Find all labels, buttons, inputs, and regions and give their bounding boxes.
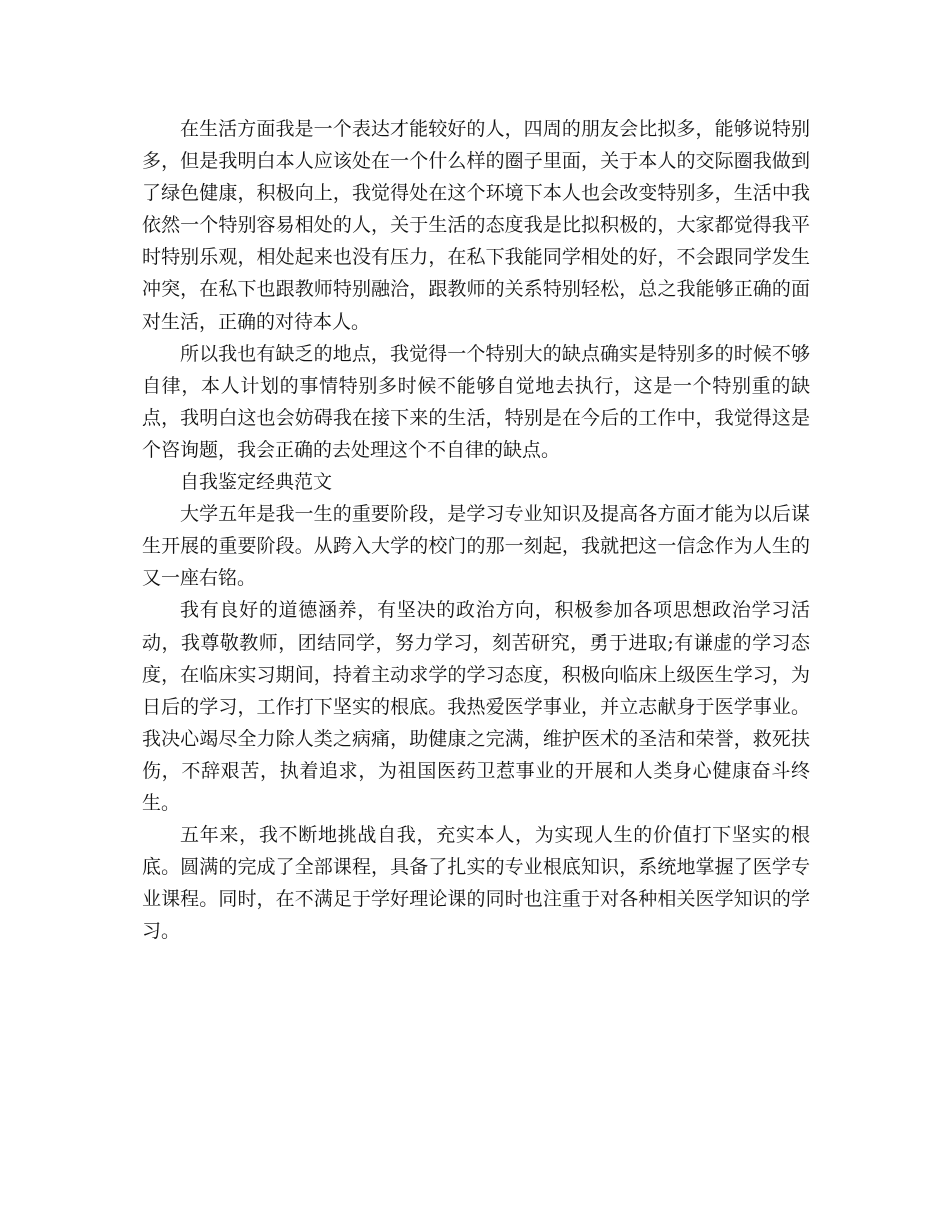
paragraph-university-years: 大学五年是我一生的重要阶段，是学习专业知识及提高各方面才能为以后谋生开展的重要阶段。从跨入大学的校门的那一刻起，我就把这一信念作为人生的又一座右铭。 [142, 503, 810, 590]
paragraph-life-aspect: 在生活方面我是一个表达才能较好的人，四周的朋友会比拟多，能够说特别多，但是我明白本人应该处在一个什么样的圈子里面，关于本人的交际圈我做到了绿色健康，积极向上，我觉得处在这个环境下本人也会改变特别多，生活中我依然一个特别容易相处的人，关于生活的态度我是比拟积极的，大家都觉得我平时特别乐观，相处起来也没有压力，在私下我能同学相处的好，不会跟同学发生冲突，在私下也跟教师特别融洽，跟教师的关系特别轻松，总之我能够正确的面对生活，正确的对待本人。 [142, 118, 810, 333]
paragraph-five-years: 五年来，我不断地挑战自我，充实本人，为实现人生的价值打下坚实的根底。圆满的完成了全部课程，具备了扎实的专业根底知识，系统地掌握了医学专业课程。同时，在不满足于学好理论课的同时也注重于对各种相关医学知识的学习。 [142, 824, 810, 943]
document-body [142, 113, 810, 947]
paragraph-shortcomings: 所以我也有缺乏的地点，我觉得一个特别大的缺点确实是特别多的时候不够自律，本人计划的事情特别多时候不能够自觉地去执行，这是一个特别重的缺点，我明白这也会妨碍我在接下来的生活，特别是在今后的工作中，我觉得这是个咨询题，我会正确的去处理这个不自律的缺点。 [142, 342, 810, 461]
paragraph-moral-character: 我有良好的道德涵养，有坚决的政治方向，积极参加各项思想政治学习活动，我尊敬教师，团结同学，努力学习，刻苦研究，勇于进取;有谦虚的学习态度，在临床实习期间，持着主动求学的学习态度，积极向临床上级医生学习，为日后的学习，工作打下坚实的根底。我热爱医学事业，并立志献身于医学事业。我决心竭尽全力除人类之病痛，助健康之完满，维护医术的圣洁和荣誉，救死扶伤，不辞艰苦，执着追求，为祖国医药卫惹事业的开展和人类身心健康奋斗终生。 [142, 599, 810, 814]
section-heading: 自我鉴定经典范文 [180, 471, 333, 494]
